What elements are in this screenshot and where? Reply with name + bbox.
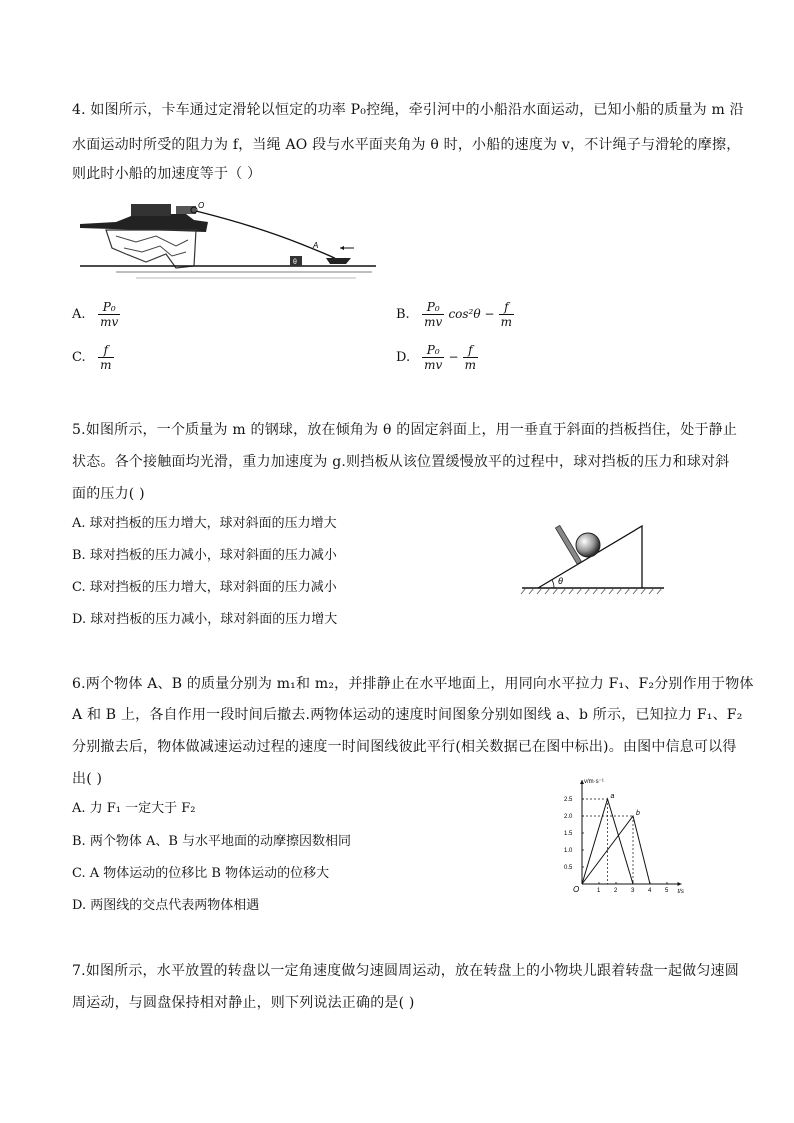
angle-label: θ (293, 259, 297, 266)
q5-stem-line-2: 状态。各个接触面均光滑，重力加速度为 g.则挡板从该位置缓慢放平的过程中，球对挡板的压力和球对斜 (72, 454, 730, 470)
series-label-a: a (610, 793, 615, 800)
q4-stem-line-3: 则此时小船的加速度等于（ ） (72, 166, 262, 182)
q4-option-b[interactable]: B. $\frac{\text{P₀}}{mv}$ cos²θ − $\frac{f}{m}$ (396, 300, 512, 329)
x-axis-label: t/s (677, 889, 684, 895)
q6-stem-line-1: 6.两个物体 A、B 的质量分别为 m₁和 m₂，并排静止在水平地面上，用同向水平拉力 F₁、F₂分别作用于物体 (72, 676, 754, 692)
q7-stem-line-1: 7.如图所示，水平放置的转盘以一定角速度做匀速圆周运动，放在转盘上的小物块儿跟着转盘一起做匀速圆 (72, 963, 739, 979)
fraction: $\frac{f}{m}$ (100, 343, 112, 372)
x-tick-label: 5 (665, 888, 669, 894)
y-axis-label: v/m·s⁻¹ (584, 779, 604, 785)
q4-stem-line-1: 4. 如图所示，卡车通过定滑轮以恒定的功率 P₀控绳，牵引河中的小船沿水面运动，已知小船的质量为 m 沿 (72, 102, 744, 118)
q4-option-c[interactable]: C. $\frac{f}{m}$ (72, 343, 112, 372)
boat-label: A (313, 241, 319, 250)
x-tick-label: 2 (614, 888, 618, 894)
x-axis-arrow (678, 882, 682, 886)
q6-stem-line-2: A 和 B 上，各自作用一段时间后撤去.两物体运动的速度时间图象分别如图线 a、b 所示，已知拉力 F₁、F₂ (72, 707, 743, 723)
origin-label: O (573, 885, 580, 894)
x-tick-label: 3 (631, 888, 635, 894)
q4-option-a[interactable]: A. $\frac{\text{P₀}}{mv}$ (72, 300, 119, 329)
q5-stem-line-1: 5.如图所示，一个质量为 m 的钢球，放在倾角为 θ 的固定斜面上，用一垂直于斜面的挡板挡住，处于静止 (72, 422, 738, 438)
q6-option-b[interactable]: B. 两个物体 A、B 与水平地面的动摩擦因数相同 (72, 834, 352, 849)
series-label-b: b (636, 810, 640, 817)
fraction: $\frac{\text{P₀}}{mv}$ (100, 300, 119, 329)
q4-option-d[interactable]: D. $\frac{\text{P₀}}{mv}$ − $\frac{f}{m}$ (396, 343, 477, 372)
q5-option-a[interactable]: A. 球对挡板的压力增大，球对斜面的压力增大 (72, 516, 337, 531)
y-tick-label: 2.0 (564, 814, 573, 820)
q6-stem-line-4: 出( ) (72, 771, 103, 787)
q6-option-a[interactable]: A. 力 F₁ 一定大于 F₂ (72, 801, 196, 816)
q5-incline-figure (518, 518, 668, 598)
x-tick-label: 4 (648, 888, 652, 894)
q4-truck-pulley-figure (76, 196, 378, 286)
fraction: $\frac{f}{m}$ (500, 300, 512, 329)
pulley-label: O (198, 201, 205, 210)
q6-option-c[interactable]: C. A 物体运动的位移比 B 物体运动的位移大 (72, 866, 330, 881)
q5-option-d[interactable]: D. 球对挡板的压力减小，球对斜面的压力增大 (72, 612, 338, 627)
fraction: $\frac{f}{m}$ (464, 343, 477, 372)
fraction: $\frac{\text{P₀}}{mv}$ (424, 300, 443, 329)
x-tick-label: 1 (597, 888, 601, 894)
y-tick-label: 2.5 (564, 797, 573, 803)
incline-angle-label: θ (558, 576, 563, 586)
q5-option-c[interactable]: C. 球对挡板的压力增大，球对斜面的压力减小 (72, 580, 337, 595)
y-tick-label: 0.5 (564, 865, 573, 871)
fraction: $\frac{\text{P₀}}{mv}$ (424, 343, 443, 372)
q7-stem-line-2: 周运动，与圆盘保持相对静止，则下列说法正确的是( ) (72, 995, 415, 1011)
q5-option-b[interactable]: B. 球对挡板的压力减小，球对斜面的压力减小 (72, 548, 337, 563)
q5-stem-line-3: 面的压力( ) (72, 486, 145, 502)
q4-stem-line-2: 水面运动时所受的阻力为 f，当绳 AO 段与水平面夹角为 θ 时，小船的速度为 v，不计绳子与滑轮的摩擦， (72, 137, 741, 153)
q6-option-d[interactable]: D. 两图线的交点代表两物体相遇 (72, 898, 260, 913)
q6-velocity-time-chart (560, 774, 690, 898)
y-tick-label: 1.5 (564, 831, 573, 837)
y-tick-label: 1.0 (564, 848, 573, 854)
q6-stem-line-3: 分别撤去后，物体做减速运动过程的速度一时间图线彼此平行(相关数据已在图中标出)。由图中信息可以得 (72, 739, 737, 755)
